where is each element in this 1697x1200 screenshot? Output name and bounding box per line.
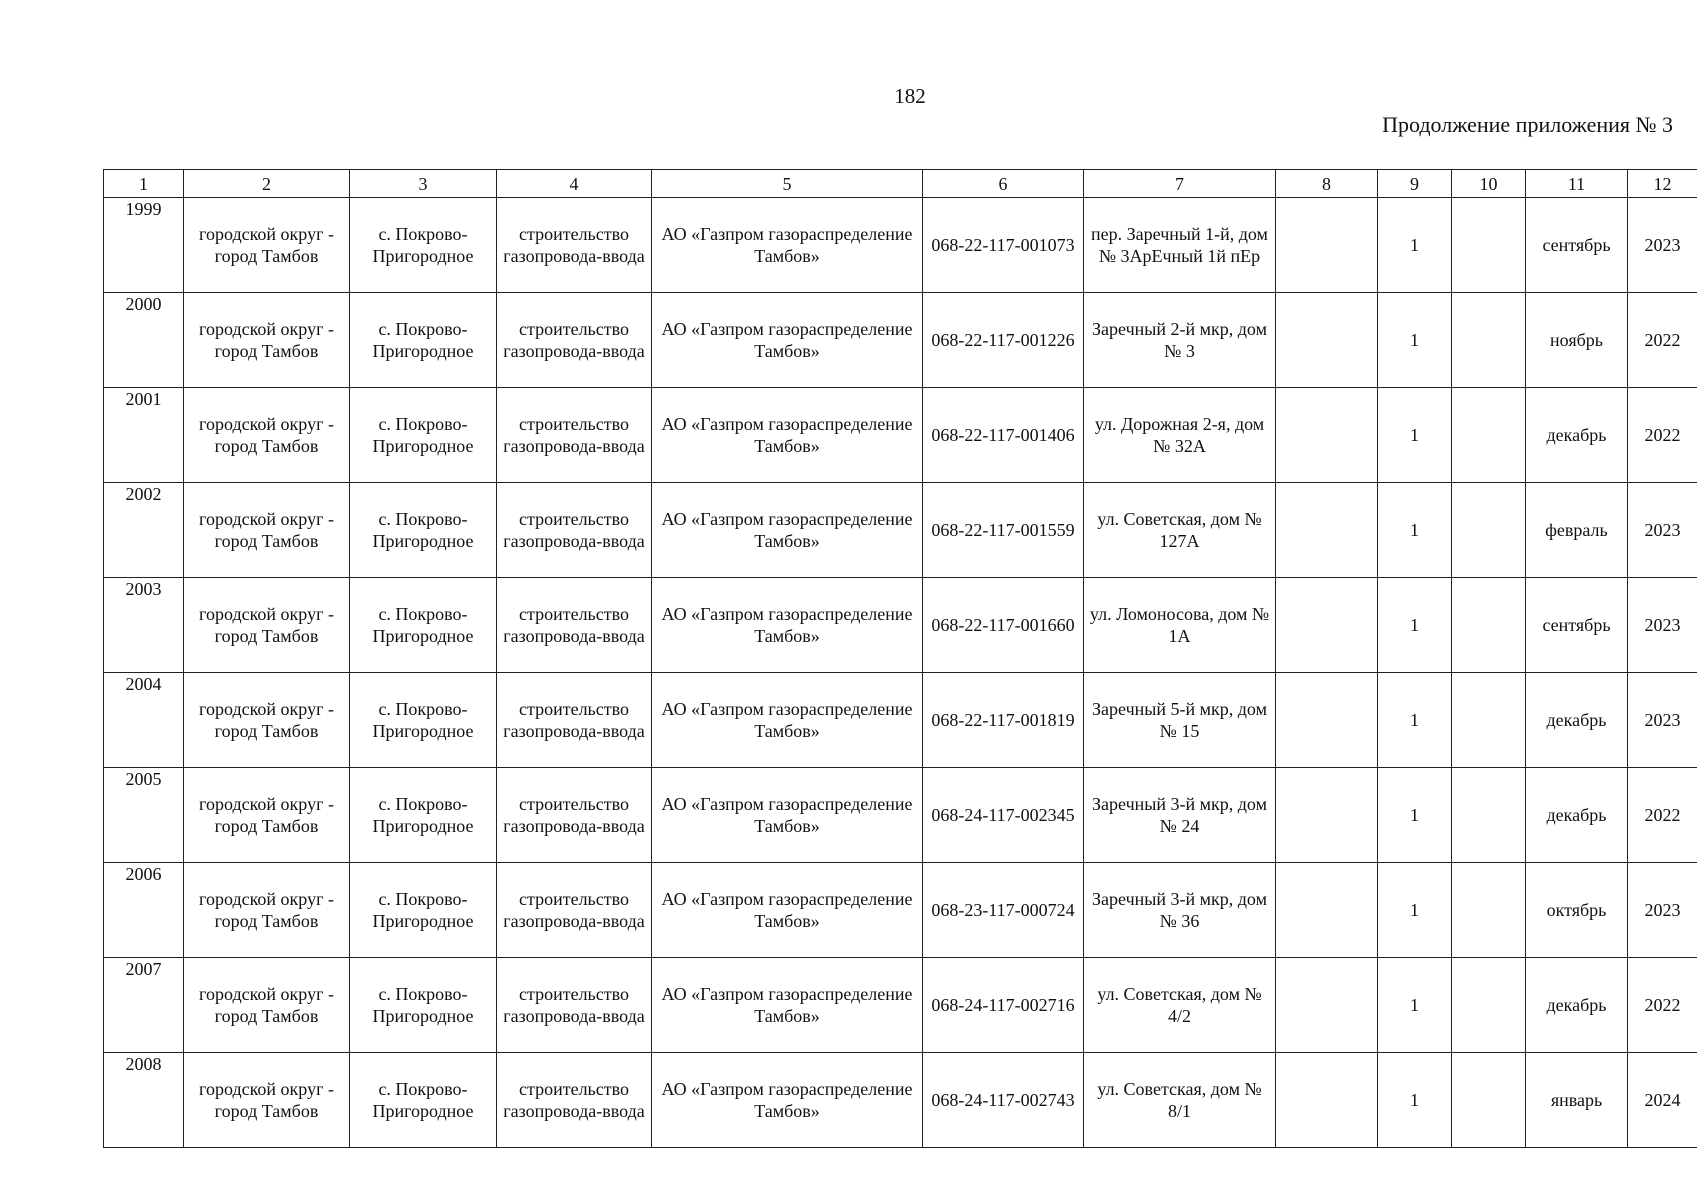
district-cell: городской округ - город Тамбов <box>184 768 350 863</box>
table-header-row <box>104 170 1697 198</box>
quantity-cell: 1 <box>1378 388 1452 483</box>
quantity-cell: 1 <box>1378 578 1452 673</box>
year-cell: 2022 <box>1628 958 1697 1053</box>
settlement-cell: с. Покрово-Пригородное <box>350 198 497 293</box>
row-number: 1999 <box>104 198 184 293</box>
table-row <box>104 293 1697 388</box>
month-cell: сентябрь <box>1526 198 1628 293</box>
month-cell: февраль <box>1526 483 1628 578</box>
table-row <box>104 578 1697 673</box>
quantity-cell: 1 <box>1378 1053 1452 1148</box>
column-10-cell <box>1452 483 1526 578</box>
organization-cell: АО «Газпром газораспределение Тамбов» <box>652 388 923 483</box>
column-10-cell <box>1452 673 1526 768</box>
column-header: 8 <box>1276 170 1378 198</box>
quantity-cell: 1 <box>1378 198 1452 293</box>
district-cell: городской округ - город Тамбов <box>184 578 350 673</box>
address-cell: пер. Заречный 1-й, дом № 3АрЕчный 1й пЕр <box>1084 198 1276 293</box>
column-header: 10 <box>1452 170 1526 198</box>
month-cell: декабрь <box>1526 958 1628 1053</box>
district-cell: городской округ - город Тамбов <box>184 388 350 483</box>
table-row <box>104 198 1697 293</box>
year-cell: 2022 <box>1628 293 1697 388</box>
row-number: 2004 <box>104 673 184 768</box>
month-cell: ноябрь <box>1526 293 1628 388</box>
column-header: 3 <box>350 170 497 198</box>
year-cell: 2023 <box>1628 673 1697 768</box>
column-8-cell <box>1276 673 1378 768</box>
work-type-cell: строительство газопровода-ввода <box>497 578 652 673</box>
column-header: 1 <box>104 170 184 198</box>
district-cell: городской округ - город Тамбов <box>184 673 350 768</box>
organization-cell: АО «Газпром газораспределение Тамбов» <box>652 958 923 1053</box>
row-number: 2008 <box>104 1053 184 1148</box>
column-8-cell <box>1276 198 1378 293</box>
organization-cell: АО «Газпром газораспределение Тамбов» <box>652 768 923 863</box>
work-type-cell: строительство газопровода-ввода <box>497 198 652 293</box>
object-code-cell: 068-22-117-001819 <box>923 673 1084 768</box>
column-header: 7 <box>1084 170 1276 198</box>
object-code-cell: 068-22-117-001226 <box>923 293 1084 388</box>
year-cell: 2022 <box>1628 768 1697 863</box>
work-type-cell: строительство газопровода-ввода <box>497 293 652 388</box>
settlement-cell: с. Покрово-Пригородное <box>350 293 497 388</box>
quantity-cell: 1 <box>1378 673 1452 768</box>
year-cell: 2024 <box>1628 1053 1697 1148</box>
year-cell: 2023 <box>1628 483 1697 578</box>
district-cell: городской округ - город Тамбов <box>184 293 350 388</box>
organization-cell: АО «Газпром газораспределение Тамбов» <box>652 198 923 293</box>
object-code-cell: 068-23-117-000724 <box>923 863 1084 958</box>
organization-cell: АО «Газпром газораспределение Тамбов» <box>652 483 923 578</box>
row-number: 2003 <box>104 578 184 673</box>
year-cell: 2023 <box>1628 578 1697 673</box>
month-cell: январь <box>1526 1053 1628 1148</box>
column-8-cell <box>1276 483 1378 578</box>
object-code-cell: 068-22-117-001073 <box>923 198 1084 293</box>
quantity-cell: 1 <box>1378 863 1452 958</box>
month-cell: декабрь <box>1526 388 1628 483</box>
table-row <box>104 958 1697 1053</box>
settlement-cell: с. Покрово-Пригородное <box>350 768 497 863</box>
work-type-cell: строительство газопровода-ввода <box>497 863 652 958</box>
address-cell: ул. Советская, дом № 127А <box>1084 483 1276 578</box>
organization-cell: АО «Газпром газораспределение Тамбов» <box>652 1053 923 1148</box>
work-type-cell: строительство газопровода-ввода <box>497 673 652 768</box>
column-header: 6 <box>923 170 1084 198</box>
month-cell: сентябрь <box>1526 578 1628 673</box>
address-cell: Заречный 2-й мкр, дом № 3 <box>1084 293 1276 388</box>
work-type-cell: строительство газопровода-ввода <box>497 768 652 863</box>
work-type-cell: строительство газопровода-ввода <box>497 483 652 578</box>
address-cell: ул. Советская, дом № 4/2 <box>1084 958 1276 1053</box>
column-10-cell <box>1452 863 1526 958</box>
column-8-cell <box>1276 388 1378 483</box>
column-header: 9 <box>1378 170 1452 198</box>
organization-cell: АО «Газпром газораспределение Тамбов» <box>652 578 923 673</box>
settlement-cell: с. Покрово-Пригородное <box>350 958 497 1053</box>
column-8-cell <box>1276 863 1378 958</box>
district-cell: городской округ - город Тамбов <box>184 863 350 958</box>
year-cell: 2023 <box>1628 863 1697 958</box>
settlement-cell: с. Покрово-Пригородное <box>350 483 497 578</box>
column-header: 12 <box>1628 170 1697 198</box>
organization-cell: АО «Газпром газораспределение Тамбов» <box>652 293 923 388</box>
column-10-cell <box>1452 388 1526 483</box>
row-number: 2006 <box>104 863 184 958</box>
column-8-cell <box>1276 768 1378 863</box>
row-number: 2002 <box>104 483 184 578</box>
work-type-cell: строительство газопровода-ввода <box>497 1053 652 1148</box>
column-header: 5 <box>652 170 923 198</box>
column-10-cell <box>1452 198 1526 293</box>
quantity-cell: 1 <box>1378 483 1452 578</box>
column-10-cell <box>1452 578 1526 673</box>
address-cell: ул. Ломоносова, дом № 1А <box>1084 578 1276 673</box>
table-row <box>104 1053 1697 1148</box>
organization-cell: АО «Газпром газораспределение Тамбов» <box>652 673 923 768</box>
column-10-cell <box>1452 1053 1526 1148</box>
settlement-cell: с. Покрово-Пригородное <box>350 1053 497 1148</box>
page-number: 182 <box>894 84 926 108</box>
month-cell: декабрь <box>1526 768 1628 863</box>
quantity-cell: 1 <box>1378 293 1452 388</box>
row-number: 2001 <box>104 388 184 483</box>
address-cell: ул. Дорожная 2-я, дом № 32А <box>1084 388 1276 483</box>
organization-cell: АО «Газпром газораспределение Тамбов» <box>652 863 923 958</box>
column-header: 11 <box>1526 170 1628 198</box>
registry-table <box>103 169 1697 1148</box>
object-code-cell: 068-22-117-001406 <box>923 388 1084 483</box>
object-code-cell: 068-24-117-002716 <box>923 958 1084 1053</box>
column-8-cell <box>1276 293 1378 388</box>
column-header: 2 <box>184 170 350 198</box>
column-10-cell <box>1452 293 1526 388</box>
district-cell: городской округ - город Тамбов <box>184 1053 350 1148</box>
work-type-cell: строительство газопровода-ввода <box>497 958 652 1053</box>
quantity-cell: 1 <box>1378 958 1452 1053</box>
district-cell: городской округ - город Тамбов <box>184 483 350 578</box>
column-8-cell <box>1276 1053 1378 1148</box>
address-cell: ул. Советская, дом № 8/1 <box>1084 1053 1276 1148</box>
month-cell: декабрь <box>1526 673 1628 768</box>
address-cell: Заречный 3-й мкр, дом № 36 <box>1084 863 1276 958</box>
month-cell: октябрь <box>1526 863 1628 958</box>
row-number: 2007 <box>104 958 184 1053</box>
row-number: 2000 <box>104 293 184 388</box>
settlement-cell: с. Покрово-Пригородное <box>350 388 497 483</box>
work-type-cell: строительство газопровода-ввода <box>497 388 652 483</box>
district-cell: городской округ - город Тамбов <box>184 198 350 293</box>
column-10-cell <box>1452 958 1526 1053</box>
appendix-continuation-label: Продолжение приложения № 3 <box>1382 112 1673 137</box>
column-10-cell <box>1452 768 1526 863</box>
object-code-cell: 068-24-117-002743 <box>923 1053 1084 1148</box>
settlement-cell: с. Покрово-Пригородное <box>350 673 497 768</box>
quantity-cell: 1 <box>1378 768 1452 863</box>
district-cell: городской округ - город Тамбов <box>184 958 350 1053</box>
table-row <box>104 768 1697 863</box>
address-cell: Заречный 3-й мкр, дом № 24 <box>1084 768 1276 863</box>
settlement-cell: с. Покрово-Пригородное <box>350 578 497 673</box>
object-code-cell: 068-22-117-001660 <box>923 578 1084 673</box>
year-cell: 2022 <box>1628 388 1697 483</box>
object-code-cell: 068-24-117-002345 <box>923 768 1084 863</box>
table-row <box>104 483 1697 578</box>
table-row <box>104 673 1697 768</box>
object-code-cell: 068-22-117-001559 <box>923 483 1084 578</box>
row-number: 2005 <box>104 768 184 863</box>
table-row <box>104 863 1697 958</box>
table-body <box>104 198 1697 1148</box>
column-header: 4 <box>497 170 652 198</box>
settlement-cell: с. Покрово-Пригородное <box>350 863 497 958</box>
table-row <box>104 388 1697 483</box>
address-cell: Заречный 5-й мкр, дом № 15 <box>1084 673 1276 768</box>
column-8-cell <box>1276 578 1378 673</box>
column-8-cell <box>1276 958 1378 1053</box>
year-cell: 2023 <box>1628 198 1697 293</box>
